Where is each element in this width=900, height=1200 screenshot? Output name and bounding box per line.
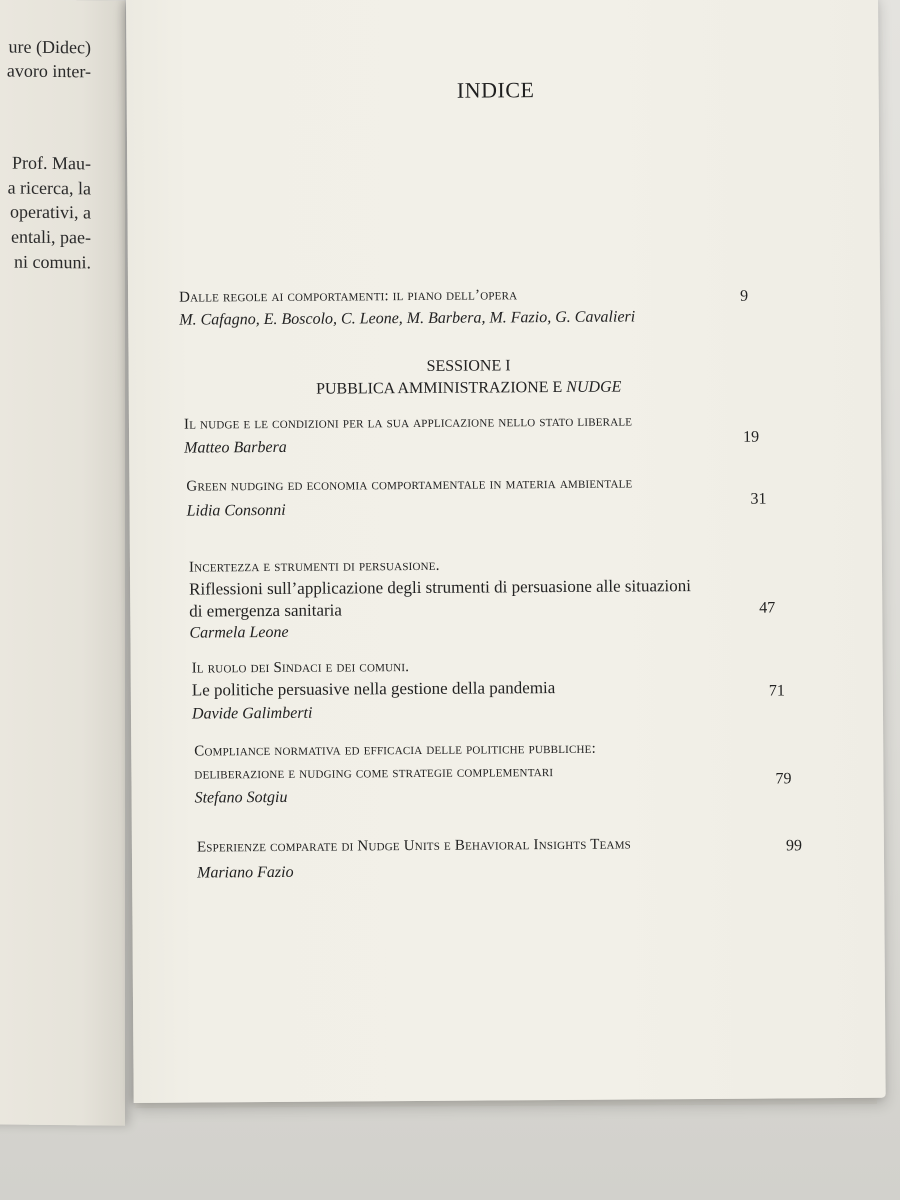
entry-title: Compliance normativa ed efficacia delle politiche pubbliche: xyxy=(194,740,596,760)
section-title xyxy=(229,378,709,399)
section-label: SESSIONE I xyxy=(426,357,511,375)
entry-title: Incertezza e strumenti di persuasione. xyxy=(188,557,440,576)
entry-title: Il ruolo dei Sindaci e dei comuni. xyxy=(191,659,410,677)
section-title-text: PUBBLICA AMMINISTRAZIONE E xyxy=(315,378,567,398)
page-number: 9 xyxy=(740,287,749,305)
left-page-line: Prof. Mau- xyxy=(12,152,91,174)
entry-author: Davide Galimberti xyxy=(191,704,313,723)
entry-subtitle: di emergenza sanitaria xyxy=(189,600,342,621)
entry-author: Mariano Fazio xyxy=(197,863,294,882)
entry-subtitle: Riflessioni sull’applicazione degli strumenti di persuasione alle situazioni xyxy=(189,576,692,599)
left-page-line: a ricerca, la xyxy=(7,177,91,199)
left-page-line: ni comuni. xyxy=(14,251,91,273)
entry-title: Green nudging ed economia comportamentale in materia ambientale xyxy=(186,475,633,495)
left-page xyxy=(0,0,125,1126)
page-number: 71 xyxy=(768,682,785,700)
entry-title: Il nudge e le condizioni per la sua applicazione nello stato liberale xyxy=(183,413,633,433)
entry-authors: M. Cafagno, E. Boscolo, C. Leone, M. Barbera, M. Fazio, G. Cavalieri xyxy=(179,308,636,329)
section-title-italic: NUDGE xyxy=(566,378,622,396)
page-number: 19 xyxy=(743,428,760,446)
left-page-line: avoro inter- xyxy=(6,60,91,82)
entry-author: Stefano Sotgiu xyxy=(194,788,288,807)
entry-subtitle: Le politiche persuasive nella gestione della pandemia xyxy=(191,678,556,700)
page-number: 47 xyxy=(759,599,776,617)
left-page-line: entali, pae- xyxy=(11,226,91,248)
entry-author: Carmela Leone xyxy=(189,623,289,642)
left-page-line: operativi, a xyxy=(10,201,91,223)
page-number: 79 xyxy=(775,770,792,788)
entry-title: Esperienze comparate di Nudge Units e Behavioral Insights Teams xyxy=(196,836,632,856)
page-number: 31 xyxy=(750,490,767,508)
entry-author: Matteo Barbera xyxy=(184,438,287,457)
entry-title: Dalle regole ai comportamenti: il piano dell’opera xyxy=(179,287,518,306)
index-page xyxy=(126,0,886,1103)
left-page-line: ure (Didec) xyxy=(8,36,91,58)
page-title: INDICE xyxy=(456,77,535,103)
entry-author: Lidia Consonni xyxy=(186,501,286,520)
page-number: 99 xyxy=(785,837,802,855)
entry-title-continued: deliberazione e nudging come strategie complementari xyxy=(194,764,554,783)
